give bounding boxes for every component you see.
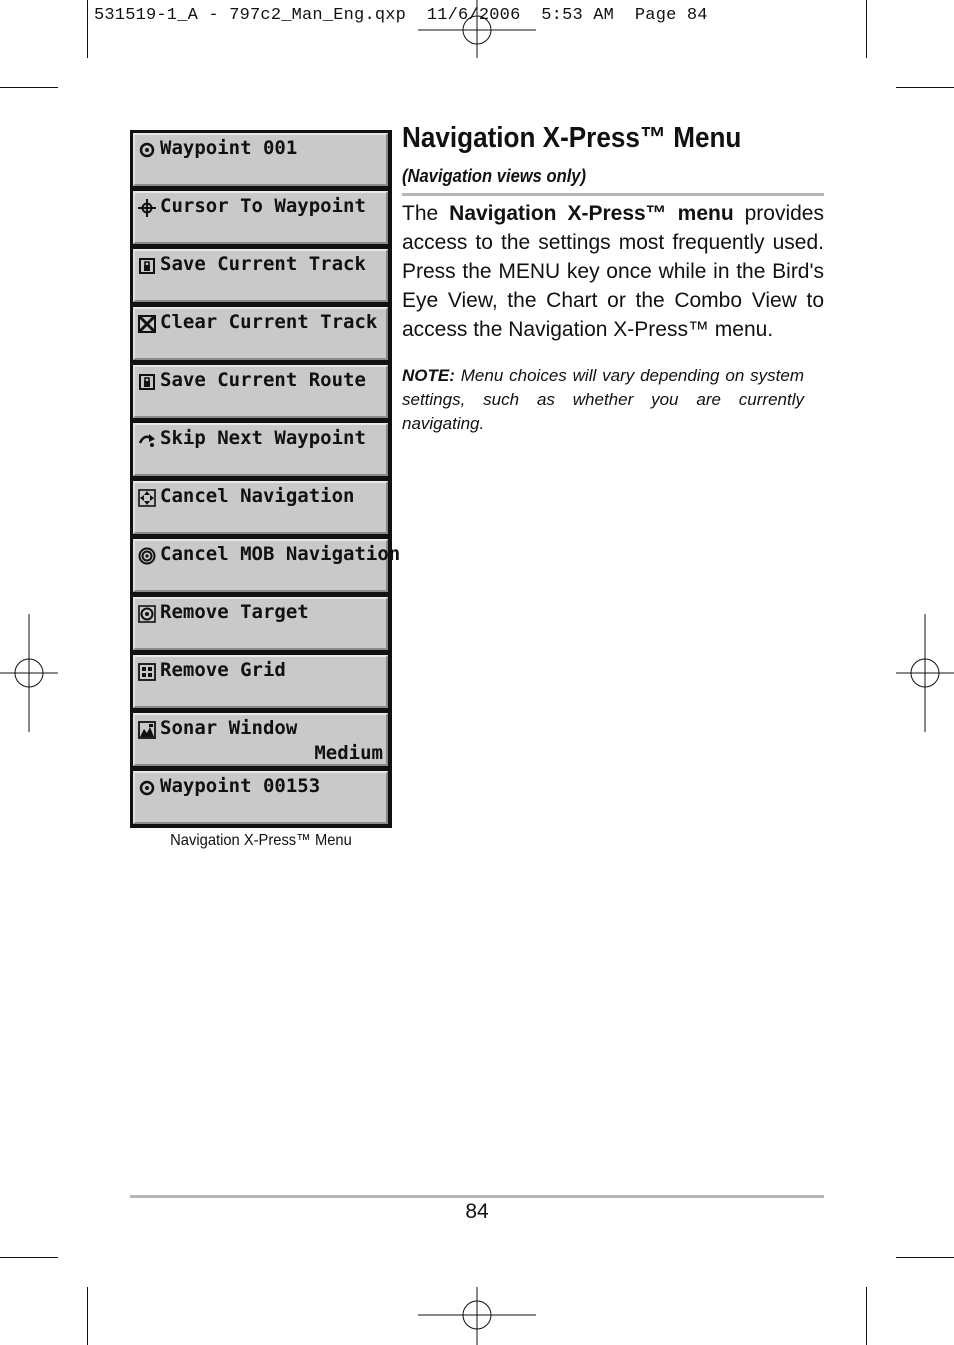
- registration-mark-icon: [894, 614, 954, 732]
- menu-item-label: Clear Current Track: [160, 311, 378, 333]
- sonar-window-icon: [138, 721, 156, 739]
- crop-mark: [87, 1287, 88, 1345]
- crop-mark: [0, 1257, 58, 1258]
- menu-item-label: Sonar Window: [160, 717, 298, 739]
- menu-item-label: Cancel Navigation: [160, 485, 355, 507]
- note-paragraph: [402, 364, 804, 436]
- cancel-nav-icon: [138, 489, 156, 507]
- registration-mark-icon: [0, 614, 60, 732]
- menu-item-label: Remove Target: [160, 601, 309, 623]
- heading-rule: [402, 193, 824, 196]
- menu-item-cancel-mob-navigation[interactable]: [133, 539, 401, 592]
- menu-item-label: Cursor To Waypoint: [160, 195, 366, 217]
- printer-slug: 531519-1_A - 797c2_Man_Eng.qxp 11/6/2006 5:53 AM Page 84: [94, 6, 708, 25]
- page-subtitle: (Navigation views only): [402, 166, 587, 186]
- waypoint-icon: [138, 779, 156, 797]
- crop-mark: [87, 0, 88, 58]
- navigation-xpress-menu: [130, 130, 401, 828]
- sonar-window-value: Medium: [314, 742, 383, 764]
- body-text-bold: Navigation X-Press™ menu: [449, 202, 734, 225]
- menu-item-save-current-route[interactable]: [133, 365, 388, 418]
- menu-item-sonar-window[interactable]: [133, 713, 388, 766]
- menu-item-label: Remove Grid: [160, 659, 286, 681]
- registration-mark-icon: [418, 0, 536, 60]
- figure-caption: Navigation X-Press™ Menu: [170, 832, 352, 849]
- crop-mark: [0, 87, 58, 88]
- menu-item-waypoint-001[interactable]: [133, 133, 388, 186]
- crosshair-icon: [138, 199, 156, 217]
- menu-item-waypoint-00153[interactable]: [133, 771, 388, 824]
- page-title: Navigation X-Press™ Menu: [402, 122, 742, 154]
- menu-item-cursor-to-waypoint[interactable]: [133, 191, 388, 244]
- clear-x-icon: [138, 315, 156, 333]
- save-lock-icon: [138, 257, 156, 275]
- menu-item-save-current-track[interactable]: [133, 249, 388, 302]
- menu-item-skip-next-waypoint[interactable]: [133, 423, 388, 476]
- menu-item-label: Save Current Track: [160, 253, 366, 275]
- grid-icon: [138, 663, 156, 681]
- waypoint-icon: [138, 141, 156, 159]
- menu-item-label: Waypoint 00153: [160, 775, 321, 797]
- save-lock-icon: [138, 373, 156, 391]
- crop-mark: [866, 0, 867, 58]
- menu-item-clear-current-track[interactable]: [133, 307, 388, 360]
- note-label: NOTE:: [402, 366, 455, 385]
- mob-icon: [138, 547, 156, 565]
- menu-item-label: Skip Next Waypoint: [160, 427, 366, 449]
- menu-item-remove-target[interactable]: [133, 597, 388, 650]
- menu-item-label: Save Current Route: [160, 369, 366, 391]
- body-text-rest: provides access to the settings most frequently used. Press the MENU key once while in the Bird's Eye View, the Chart or the Combo View to access the Navigation X-Press™ menu.: [402, 202, 824, 341]
- target-icon: [138, 605, 156, 623]
- body-text-start: The: [402, 202, 450, 225]
- note-text: Menu choices will vary depending on system settings, such as whether you are currently navigating.: [402, 366, 804, 433]
- menu-item-label: Waypoint 001: [160, 137, 298, 159]
- crop-mark: [866, 1287, 867, 1345]
- menu-item-remove-grid[interactable]: [133, 655, 388, 708]
- body-paragraph: [402, 199, 824, 344]
- skip-arrow-icon: [138, 431, 156, 449]
- footer-rule: [130, 1195, 824, 1198]
- menu-item-cancel-navigation[interactable]: [133, 481, 388, 534]
- registration-mark-icon: [418, 1285, 536, 1345]
- page-number: 84: [465, 1200, 489, 1223]
- crop-mark: [896, 87, 954, 88]
- crop-mark: [896, 1257, 954, 1258]
- menu-item-label: Cancel MOB Navigation: [160, 543, 401, 565]
